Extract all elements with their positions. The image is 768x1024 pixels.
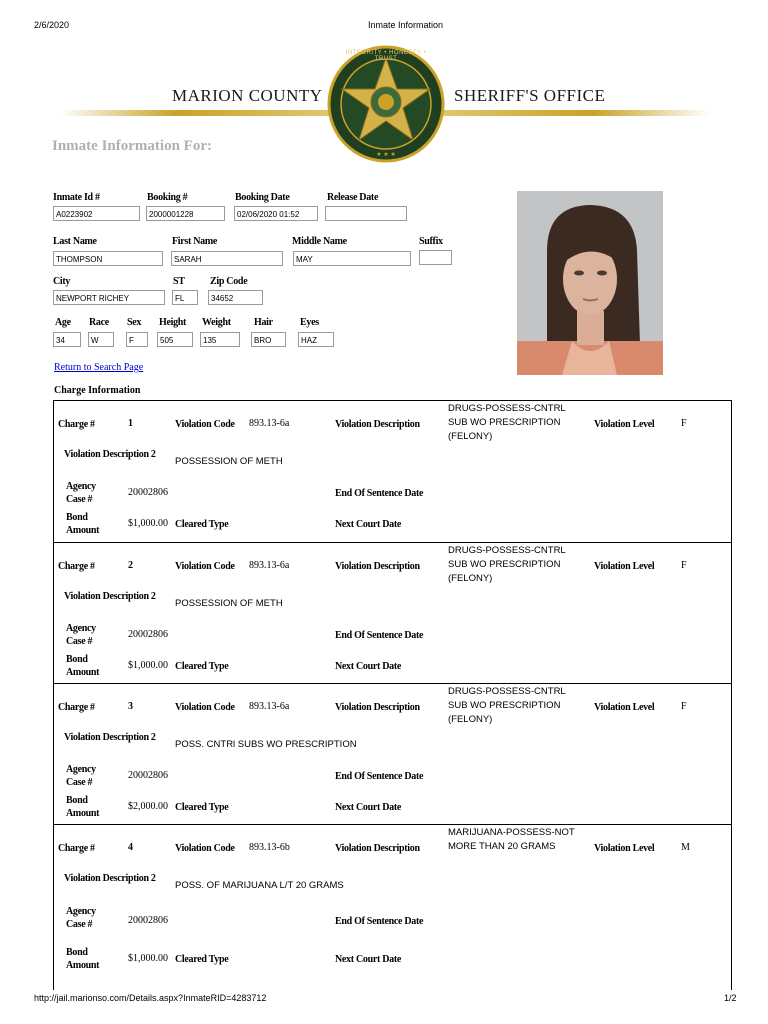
print-date: 2/6/2020 [34,20,70,30]
violation-level-label: Violation Level [594,702,655,713]
svg-text:★ ★ ★: ★ ★ ★ [376,152,396,158]
field-booking-date[interactable]: 02/06/2020 01:52 [234,206,318,221]
violation-code-label: Violation Code [175,419,235,430]
charge-table [53,400,732,990]
field-inmate-id[interactable]: A0223902 [53,206,140,221]
label-height: Height [159,317,187,328]
charge-block [54,401,731,542]
violation-code-value: 893.13-6a [249,701,290,712]
agency-case-label: Agency Case # [66,764,96,788]
return-to-search-link[interactable]: Return to Search Page [54,362,144,373]
agency-case-value: 20002806 [128,629,168,640]
charge-no-label: Charge # [58,702,95,713]
field-release-date[interactable] [325,206,407,221]
bond-amount-label: Bond Amount [66,795,100,819]
violation-level-value: F [681,560,687,571]
violation-level-value: F [681,701,687,712]
label-last-name: Last Name [53,236,97,247]
next-court-label: Next Court Date [335,802,402,813]
violation-desc-label: Violation Description [335,702,420,713]
page-title: Inmate Information For: [52,138,212,154]
violation-desc2-label: Violation Description 2 [64,732,156,743]
field-eyes[interactable]: HAZ [298,332,334,347]
label-state: ST [173,276,185,287]
next-court-label: Next Court Date [335,954,402,965]
charge-no-value: 1 [128,418,133,429]
charge-no-label: Charge # [58,561,95,572]
bond-amount-label: Bond Amount [66,512,100,536]
footer-page: 1/2 [724,993,737,1003]
label-booking-no: Booking # [147,192,188,203]
cleared-type-label: Cleared Type [175,802,229,813]
label-release-date: Release Date [327,192,379,203]
end-sentence-label: End Of Sentence Date [335,488,424,499]
end-sentence-label: End Of Sentence Date [335,771,424,782]
violation-desc-value: DRUGS-POSSESS-CNTRL SUB WO PRESCRIPTION (FELONY) [448,545,566,584]
label-age: Age [55,317,71,328]
field-weight[interactable]: 135 [200,332,240,347]
field-suffix[interactable] [419,250,452,265]
charge-no-label: Charge # [58,419,95,430]
footer-url: http://jail.marionso.com/Details.aspx?InmateRID=4283712 [34,993,267,1003]
violation-code-label: Violation Code [175,843,235,854]
charge-no-value: 4 [128,842,133,853]
banner-right-text: SHERIFF'S OFFICE [454,86,606,105]
violation-desc2-value: POSS. OF MARIJUANA L/T 20 GRAMS [175,880,344,891]
label-sex: Sex [127,317,142,328]
field-age[interactable]: 34 [53,332,81,347]
violation-level-value: M [681,842,690,853]
label-first-name: First Name [172,236,218,247]
label-inmate-id: Inmate Id # [53,192,100,203]
charge-information-title: Charge Information [54,385,141,396]
field-middle-name[interactable]: MAY [293,251,411,266]
violation-desc-value: MARIJUANA-POSSESS-NOT MORE THAN 20 GRAMS [448,827,575,852]
violation-desc-label: Violation Description [335,419,420,430]
field-last-name[interactable]: THOMPSON [53,251,163,266]
field-state[interactable]: FL [172,290,198,305]
violation-desc-value: DRUGS-POSSESS-CNTRL SUB WO PRESCRIPTION (FELONY) [448,403,566,442]
banner-left-text: MARION COUNTY [172,86,323,105]
field-first-name[interactable]: SARAH [171,251,283,266]
violation-desc-label: Violation Description [335,843,420,854]
field-zip[interactable]: 34652 [208,290,263,305]
bond-amount-value: $1,000.00 [128,518,168,529]
print-title: Inmate Information [368,20,444,30]
next-court-label: Next Court Date [335,519,402,530]
label-booking-date: Booking Date [235,192,290,203]
label-middle-name: Middle Name [292,236,347,247]
seal-motto: INTEGRITY • HONESTY • TRUST [345,50,427,62]
agency-case-value: 20002806 [128,915,168,926]
field-height[interactable]: 505 [157,332,193,347]
cleared-type-label: Cleared Type [175,954,229,965]
next-court-label: Next Court Date [335,661,402,672]
end-sentence-label: End Of Sentence Date [335,916,424,927]
label-eyes: Eyes [300,317,319,328]
violation-code-label: Violation Code [175,561,235,572]
charge-block [54,683,731,825]
label-zip: Zip Code [210,276,248,287]
agency-case-value: 20002806 [128,770,168,781]
sheriff-seal [327,44,445,164]
charge-no-value: 2 [128,560,133,571]
violation-desc2-label: Violation Description 2 [64,449,156,460]
label-hair: Hair [254,317,273,328]
violation-desc2-label: Violation Description 2 [64,591,156,602]
agency-case-label: Agency Case # [66,481,96,505]
violation-desc2-value: POSSESSION OF METH [175,456,283,467]
bond-amount-value: $2,000.00 [128,801,168,812]
bond-amount-label: Bond Amount [66,654,100,678]
violation-desc2-label: Violation Description 2 [64,873,156,884]
label-weight: Weight [202,317,231,328]
label-city: City [53,276,71,287]
charge-no-label: Charge # [58,843,95,854]
field-booking-no[interactable]: 2000001228 [146,206,225,221]
violation-code-value: 893.13-6b [249,842,290,853]
violation-level-label: Violation Level [594,561,655,572]
field-sex[interactable]: F [126,332,148,347]
end-sentence-label: End Of Sentence Date [335,630,424,641]
violation-desc2-value: POSSESSION OF METH [175,598,283,609]
bond-amount-value: $1,000.00 [128,953,168,964]
label-suffix: Suffix [419,236,443,247]
cleared-type-label: Cleared Type [175,661,229,672]
cleared-type-label: Cleared Type [175,519,229,530]
violation-desc-value: DRUGS-POSSESS-CNTRL SUB WO PRESCRIPTION (FELONY) [448,686,566,725]
violation-desc2-value: POSS. CNTRl SUBS WO PRESCRIPTION [175,739,357,750]
violation-code-value: 893.13-6a [249,560,290,571]
charge-block [54,824,731,990]
bond-amount-label: Bond Amount [66,947,100,971]
charge-block [54,542,731,684]
agency-case-value: 20002806 [128,487,168,498]
violation-level-label: Violation Level [594,843,655,854]
field-race[interactable]: W [88,332,114,347]
field-city[interactable]: NEWPORT RICHEY [53,290,165,305]
violation-code-label: Violation Code [175,702,235,713]
bond-amount-value: $1,000.00 [128,660,168,671]
field-hair[interactable]: BRO [251,332,286,347]
charge-no-value: 3 [128,701,133,712]
violation-desc-label: Violation Description [335,561,420,572]
violation-level-label: Violation Level [594,419,655,430]
agency-case-label: Agency Case # [66,906,96,930]
label-race: Race [89,317,109,328]
violation-code-value: 893.13-6a [249,418,290,429]
violation-level-value: F [681,418,687,429]
agency-case-label: Agency Case # [66,623,96,647]
inmate-photo [517,191,663,375]
